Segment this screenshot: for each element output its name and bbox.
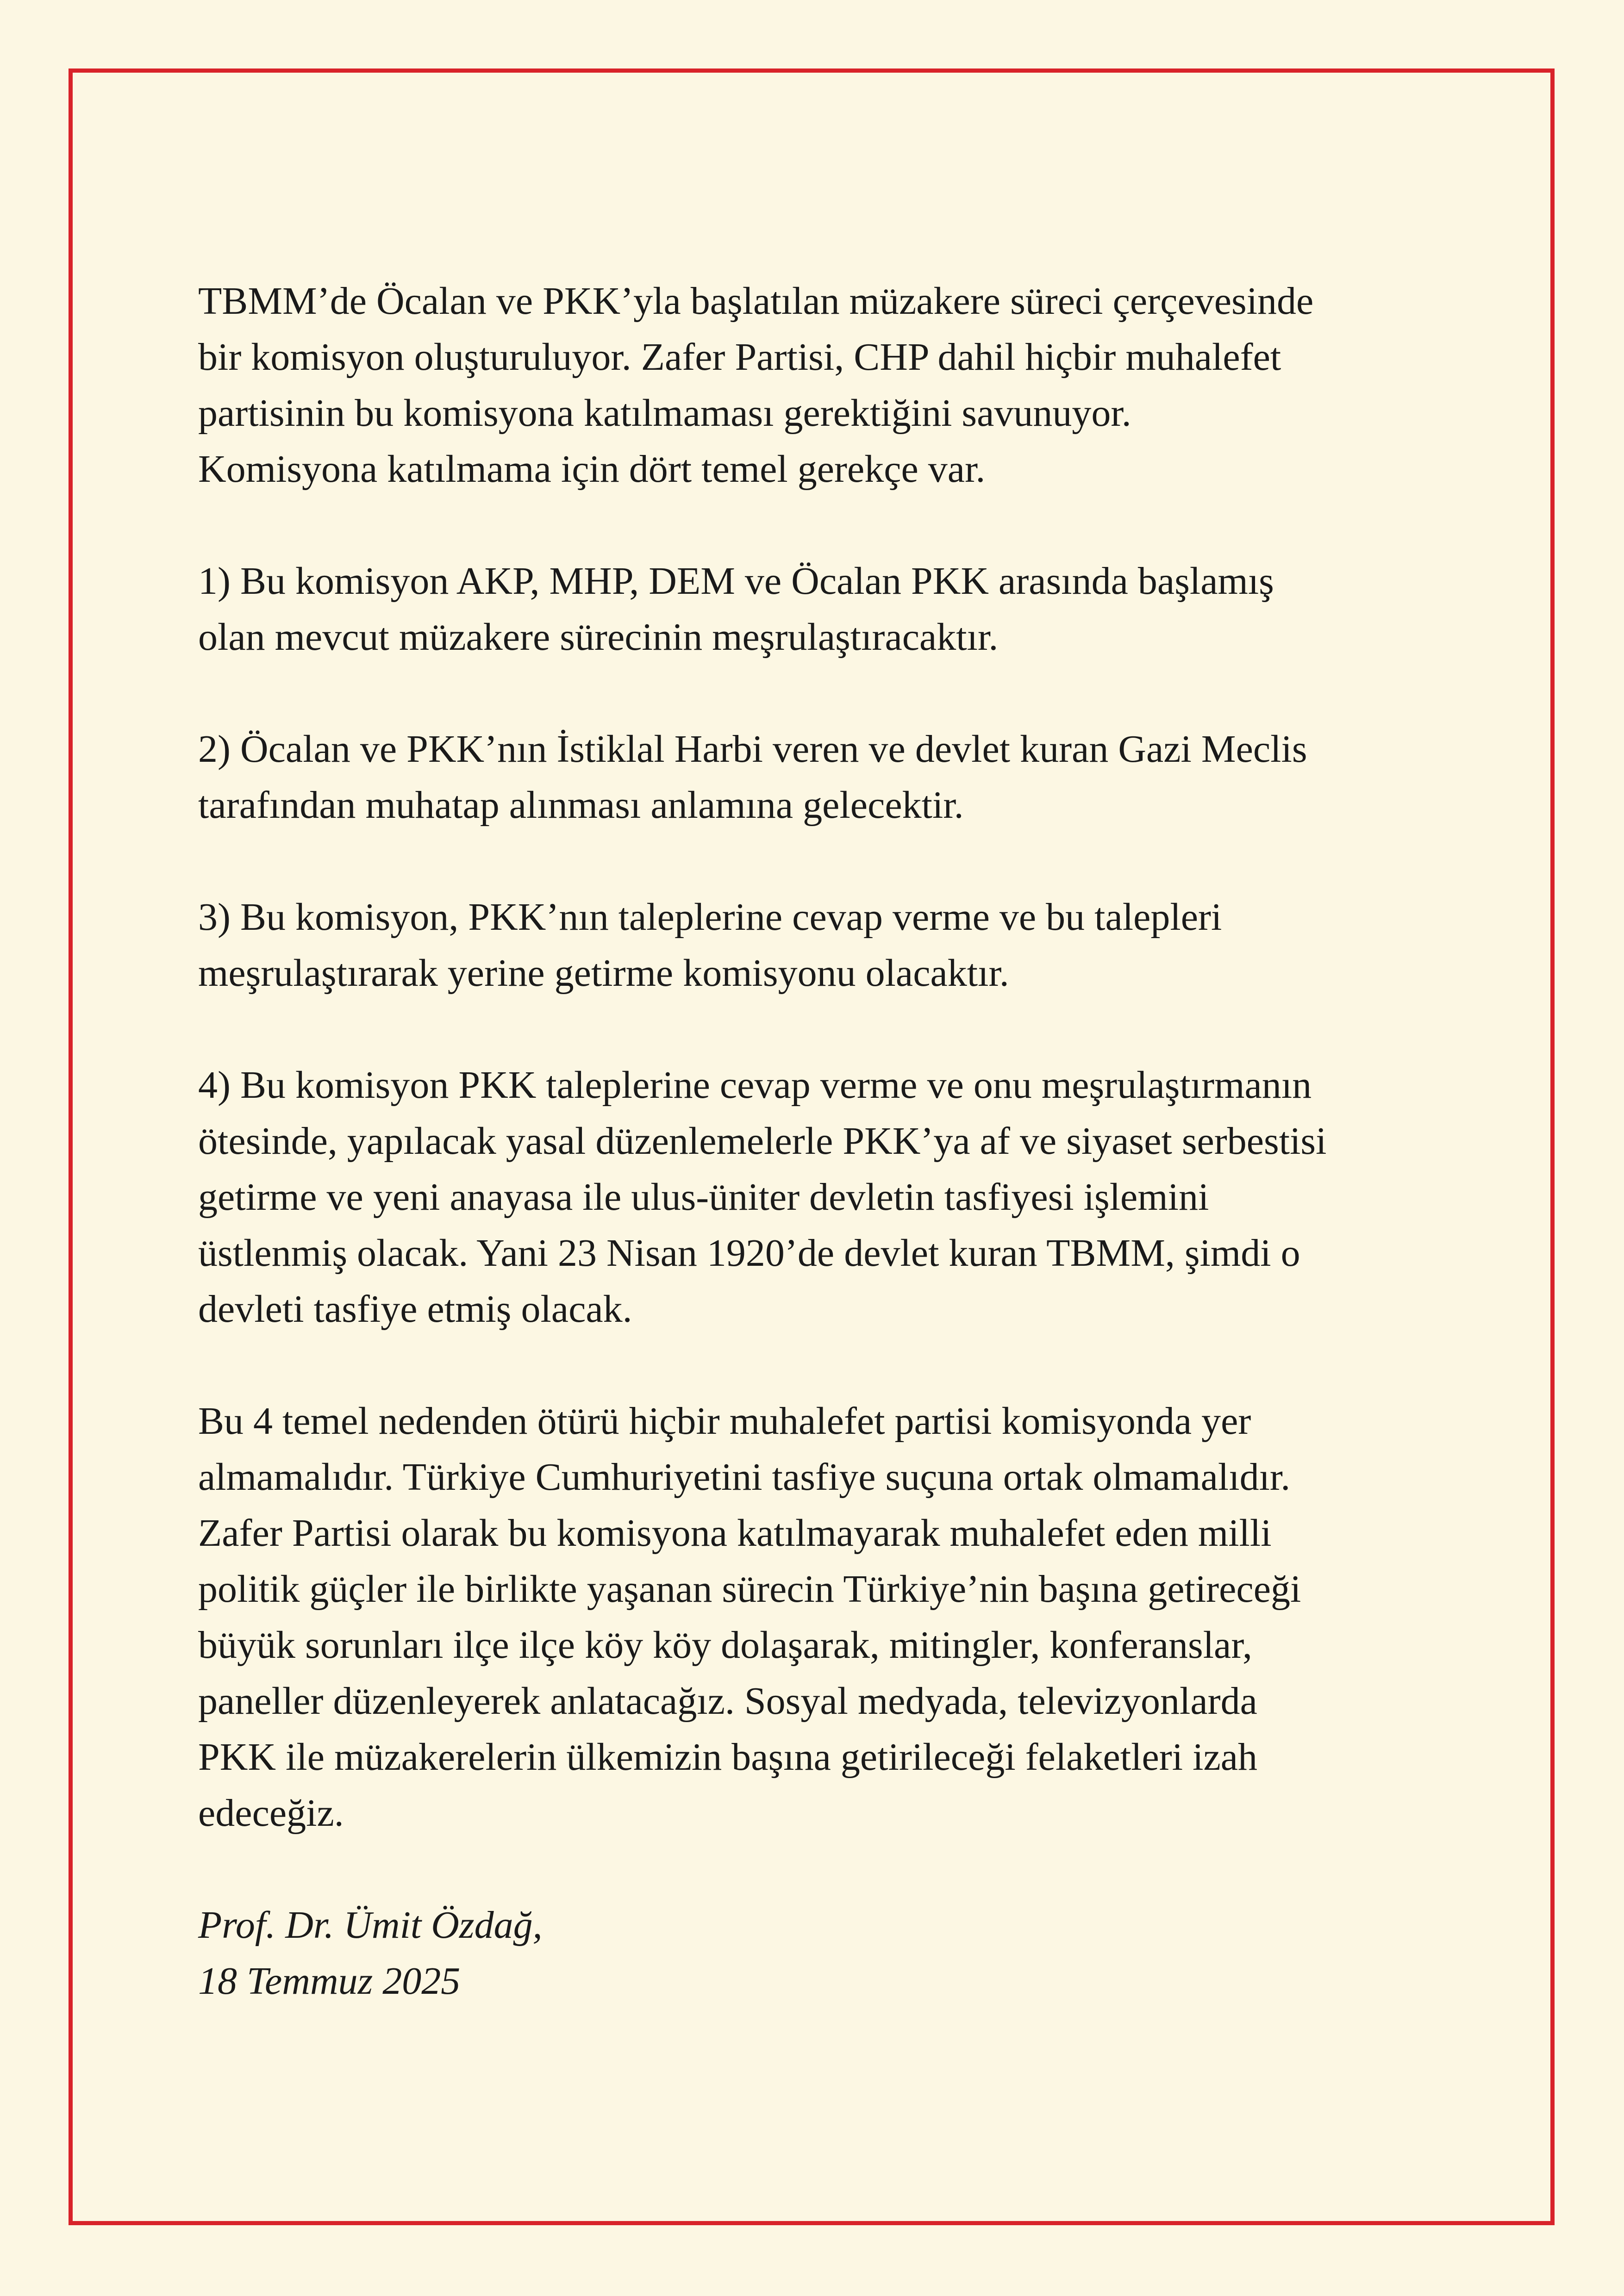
intro-paragraph [198, 273, 1485, 497]
reason-1-paragraph [198, 553, 1485, 665]
text-line: tarafından muhatap alınması anlamına gelecektir. [198, 784, 964, 827]
text-line: bir komisyon oluşturuluyor. Zafer Partisi, CHP dahil hiçbir muhalefet [198, 336, 1281, 379]
text-line: getirme ve yeni anayasa ile ulus-üniter devletin tasfiyesi işlemini [198, 1176, 1209, 1219]
reason-2-paragraph [198, 721, 1485, 833]
signature-block [198, 1897, 1485, 2009]
text-line: Zafer Partisi olarak bu komisyona katılmayarak muhalefet eden milli [198, 1512, 1272, 1555]
signature-name: Prof. Dr. Ümit Özdağ, [198, 1904, 543, 1947]
text-line: büyük sorunları ilçe ilçe köy köy dolaşarak, mitingler, konferanslar, [198, 1624, 1252, 1667]
text-line: partisinin bu komisyona katılmaması gerektiğini savunuyor. [198, 392, 1131, 435]
text-line: paneller düzenleyerek anlatacağız. Sosyal medyada, televizyonlarda [198, 1680, 1257, 1723]
signature-date: 18 Temmuz 2025 [198, 1960, 461, 2003]
text-line: Komisyona katılmama için dört temel gerekçe var. [198, 448, 986, 491]
reason-3-paragraph [198, 889, 1485, 1001]
text-line: Bu 4 temel nedenden ötürü hiçbir muhalefet partisi komisyonda yer [198, 1400, 1251, 1443]
conclusion-paragraph [198, 1393, 1485, 1841]
text-line: meşrulaştırarak yerine getirme komisyonu olacaktır. [198, 952, 1009, 995]
reason-4-paragraph [198, 1057, 1485, 1337]
text-line: üstlenmiş olacak. Yani 23 Nisan 1920’de devlet kuran TBMM, şimdi o [198, 1232, 1300, 1275]
text-line: 4) Bu komisyon PKK taleplerine cevap verme ve onu meşrulaştırmanın [198, 1064, 1312, 1107]
text-line: devleti tasfiye etmiş olacak. [198, 1288, 632, 1331]
document-body [198, 273, 1485, 2065]
text-line: 1) Bu komisyon AKP, MHP, DEM ve Öcalan PKK arasında başlamış [198, 560, 1274, 603]
text-line: 2) Öcalan ve PKK’nın İstiklal Harbi veren ve devlet kuran Gazi Meclis [198, 728, 1307, 771]
text-line: almamalıdır. Türkiye Cumhuriyetini tasfiye suçuna ortak olmamalıdır. [198, 1456, 1291, 1499]
text-line: TBMM’de Öcalan ve PKK’yla başlatılan müzakere süreci çerçevesinde [198, 280, 1314, 323]
text-line: olan mevcut müzakere sürecinin meşrulaştıracaktır. [198, 616, 999, 659]
text-line: edeceğiz. [198, 1792, 344, 1835]
text-line: ötesinde, yapılacak yasal düzenlemelerle PKK’ya af ve siyaset serbestisi [198, 1120, 1327, 1163]
text-line: PKK ile müzakerelerin ülkemizin başına getirileceği felaketleri izah [198, 1736, 1258, 1779]
text-line: 3) Bu komisyon, PKK’nın taleplerine cevap verme ve bu talepleri [198, 896, 1222, 939]
text-line: politik güçler ile birlikte yaşanan sürecin Türkiye’nin başına getireceği [198, 1568, 1301, 1611]
